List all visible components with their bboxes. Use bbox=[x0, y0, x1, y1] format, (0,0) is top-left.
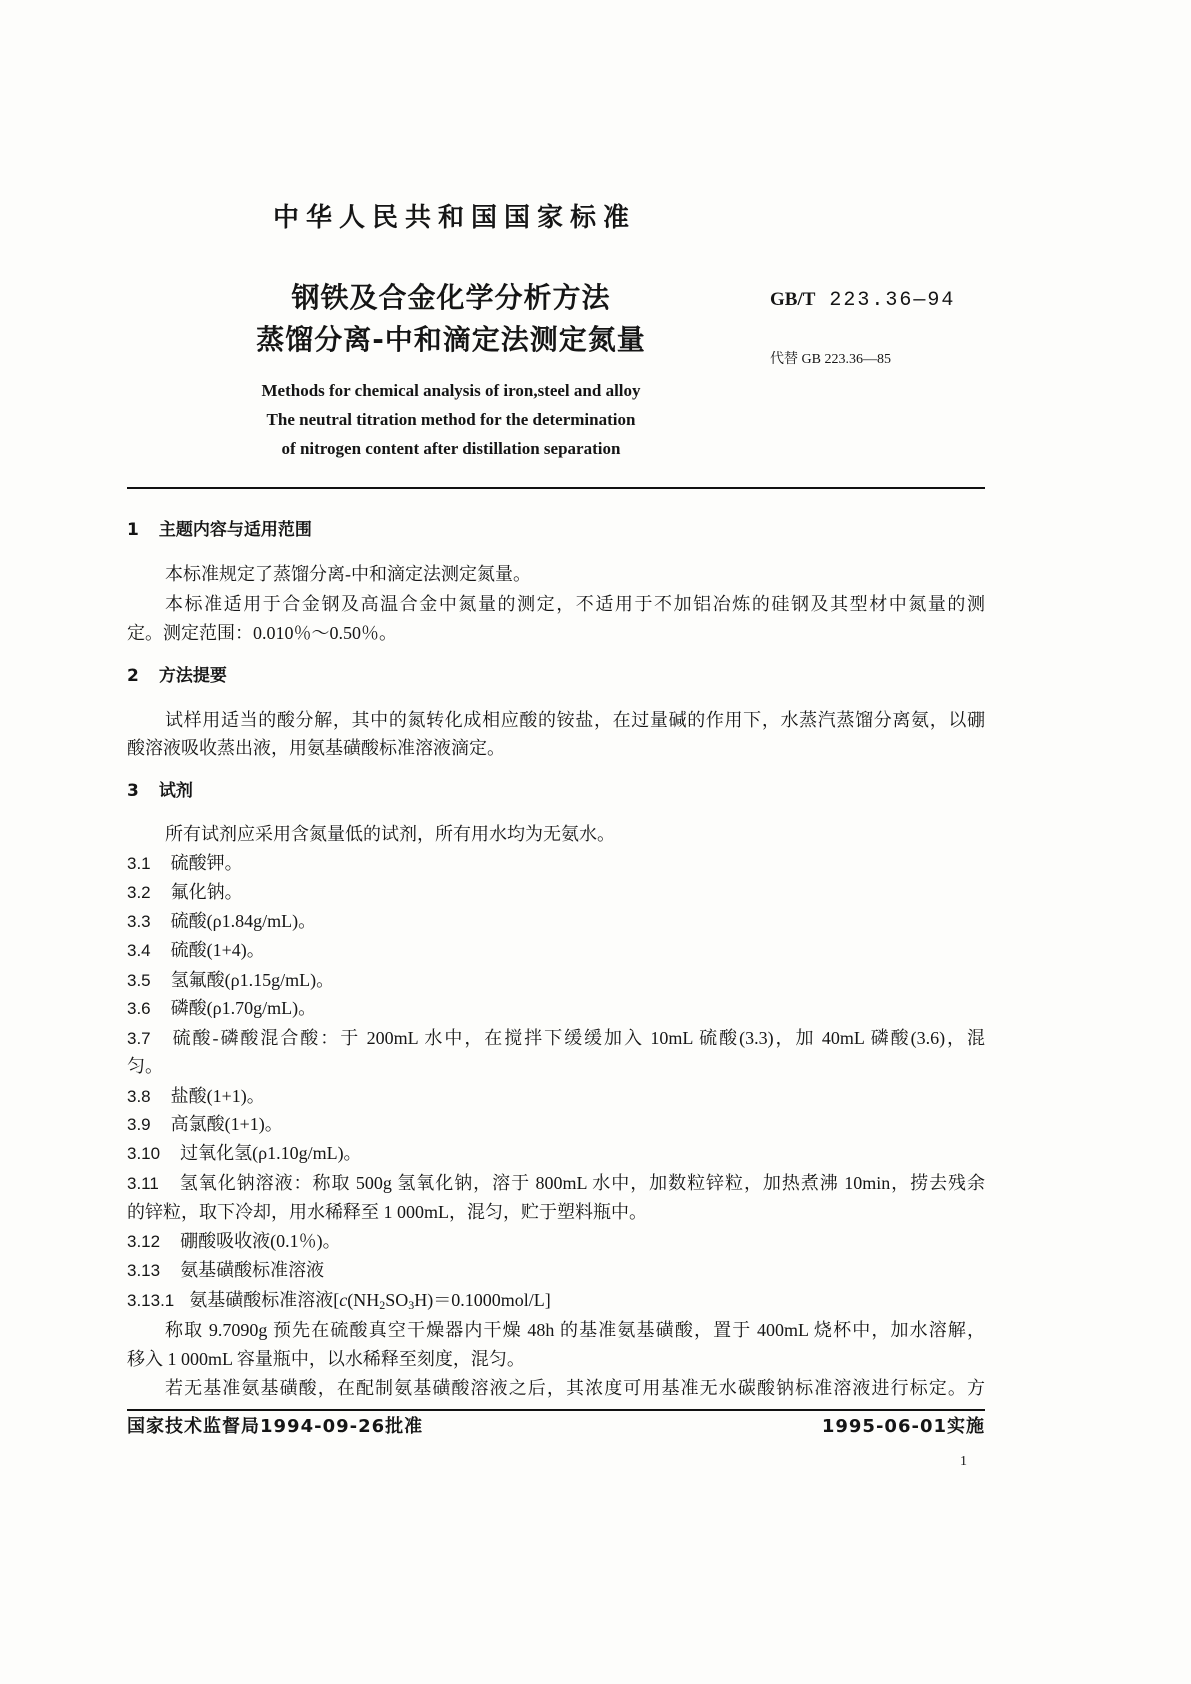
item-text: 氨基磺酸标准溶液 bbox=[180, 1260, 325, 1280]
paragraph-line: 试样用适当的酸分解，其中的氮转化成相应酸的铵盐，在过量碱的作用下，水蒸汽蒸馏分离氨，以硼 bbox=[165, 710, 985, 730]
item-number: 3.4 bbox=[127, 941, 151, 960]
item-number: 3.9 bbox=[127, 1115, 151, 1134]
standard-code: 223.36—94 bbox=[829, 289, 956, 312]
item-text: 硫酸-磷酸混合酸：于 200mL 水中，在搅拌下缓缓加入 10mL 硫酸(3.3)，加 40mL 磷酸(3.6)，混 bbox=[170, 1028, 985, 1048]
reagent-item bbox=[127, 1082, 985, 1110]
header-divider bbox=[127, 487, 985, 489]
paragraph-line: 定。测定范围：0.010％～0.50％。 bbox=[127, 623, 397, 643]
national-standard-heading: 中华人民共和国国家标准 bbox=[272, 203, 636, 233]
formula-subscript: 2 bbox=[379, 1298, 386, 1312]
item-number: 3.3 bbox=[127, 912, 151, 931]
section-1-heading bbox=[127, 516, 985, 544]
reagent-item bbox=[127, 907, 985, 935]
reagent-item bbox=[127, 936, 985, 964]
paragraph-line: 本标准适用于合金钢及高温合金中氮量的测定，不适用于不加铝冶炼的硅钢及其型材中氮量的测 bbox=[165, 594, 985, 614]
item-number: 3.5 bbox=[127, 971, 151, 990]
formula-part: (NH bbox=[347, 1290, 380, 1310]
item-number: 3.13.1 bbox=[127, 1291, 175, 1310]
item-number: 3.1 bbox=[127, 854, 151, 873]
item-continuation: 匀。 bbox=[127, 1056, 163, 1076]
section-number: 1 bbox=[127, 520, 139, 540]
paragraph-line: 酸溶液吸收蒸出液，用氨基磺酸标准溶液滴定。 bbox=[127, 738, 505, 758]
reagent-item bbox=[127, 1139, 985, 1167]
section-2-heading bbox=[127, 662, 985, 690]
item-text: 过氧化氢(ρ1.10g/mL)。 bbox=[180, 1143, 362, 1163]
section-3-heading bbox=[127, 777, 985, 805]
item-text: 盐酸(1+1)。 bbox=[170, 1086, 265, 1106]
section-title: 方法提要 bbox=[158, 666, 227, 686]
item-text: 氢氟酸(ρ1.15g/mL)。 bbox=[170, 970, 335, 990]
item-number: 3.13 bbox=[127, 1261, 161, 1280]
paragraph-line: 若无基准氨基磺酸，在配制氨基磺酸溶液之后，其浓度可用基准无水碳酸钠标准溶液进行标定。方 bbox=[165, 1378, 985, 1398]
item-number: 3.7 bbox=[127, 1029, 151, 1048]
reagent-sub-item bbox=[127, 1286, 985, 1314]
title-en-line-3: of nitrogen content after distillation separation bbox=[281, 439, 621, 458]
formula-prefix: 氨基磺酸标准溶液[ bbox=[189, 1290, 340, 1310]
paragraph-line: 本标准规定了蒸馏分离-中和滴定法测定氮量。 bbox=[165, 564, 531, 584]
reagent-item bbox=[127, 849, 985, 877]
section-title: 主题内容与适用范围 bbox=[158, 520, 312, 540]
section-number: 2 bbox=[127, 666, 139, 686]
item-text: 硫酸钾。 bbox=[170, 853, 243, 873]
item-number: 3.2 bbox=[127, 883, 151, 902]
footer-divider bbox=[127, 1409, 985, 1411]
item-text: 氢氧化钠溶液：称取 500g 氢氧化钠，溶于 800mL 水中，加数粒锌粒，加热煮沸 10min，捞去残余 bbox=[178, 1173, 985, 1193]
section-number: 3 bbox=[127, 781, 139, 801]
item-number: 3.11 bbox=[127, 1174, 159, 1193]
paragraph-line: 移入 1 000mL 容量瓶中，以水稀释至刻度，混匀。 bbox=[127, 1349, 525, 1369]
effective-date: 1995-06-01实施 bbox=[821, 1416, 985, 1437]
item-text: 氟化钠。 bbox=[170, 882, 243, 902]
formula-subscript: 3 bbox=[408, 1298, 415, 1312]
paragraph-line: 称取 9.7090g 预先在硫酸真空干燥器内干燥 48h 的基准氨基磺酸，置于 400mL 烧杯中，加水溶解， bbox=[165, 1320, 985, 1340]
item-text: 高氯酸(1+1)。 bbox=[170, 1114, 283, 1134]
item-text: 磷酸(ρ1.70g/mL)。 bbox=[170, 998, 317, 1018]
formula-part: SO bbox=[385, 1290, 409, 1310]
section-title: 试剂 bbox=[158, 781, 193, 801]
title-en-line-1: Methods for chemical analysis of iron,steel and alloy bbox=[261, 381, 641, 400]
reagent-item bbox=[127, 1169, 985, 1197]
item-number: 3.8 bbox=[127, 1087, 151, 1106]
item-continuation: 的锌粒，取下冷却，用水稀释至 1 000mL，混匀，贮于塑料瓶中。 bbox=[127, 1202, 647, 1222]
reagent-item bbox=[127, 1110, 985, 1138]
reagent-item bbox=[127, 878, 985, 906]
paragraph-line: 所有试剂应采用含氮量低的试剂，所有用水均为无氨水。 bbox=[165, 824, 615, 844]
item-number: 3.6 bbox=[127, 999, 151, 1018]
formula-part: H)＝0.1000mol/L] bbox=[414, 1290, 551, 1310]
standard-prefix: GB/T bbox=[770, 289, 816, 310]
item-text: 硼酸吸收液(0.1％)。 bbox=[180, 1231, 341, 1251]
item-number: 3.12 bbox=[127, 1232, 161, 1251]
title-cn-line-2: 蒸馏分离-中和滴定法测定氮量 bbox=[256, 323, 646, 356]
reagent-item bbox=[127, 1024, 985, 1052]
replaces-standard: 代替 GB 223.36—85 bbox=[770, 352, 891, 367]
reagent-item bbox=[127, 1256, 985, 1284]
item-number: 3.10 bbox=[127, 1144, 161, 1163]
title-cn-line-1: 钢铁及合金化学分析方法 bbox=[291, 281, 611, 314]
reagent-item bbox=[127, 994, 985, 1022]
standard-number bbox=[770, 287, 955, 313]
reagent-item bbox=[127, 966, 985, 994]
reagent-item bbox=[127, 1227, 985, 1255]
formula-variable: c bbox=[339, 1290, 348, 1310]
item-text: 硫酸(ρ1.84g/mL)。 bbox=[170, 911, 317, 931]
approval-date: 国家技术监督局1994-09-26批准 bbox=[127, 1416, 424, 1437]
title-en-line-2: The neutral titration method for the determination bbox=[266, 410, 636, 429]
page-number: 1 bbox=[960, 1454, 967, 1469]
item-text: 硫酸(1+4)。 bbox=[170, 940, 265, 960]
